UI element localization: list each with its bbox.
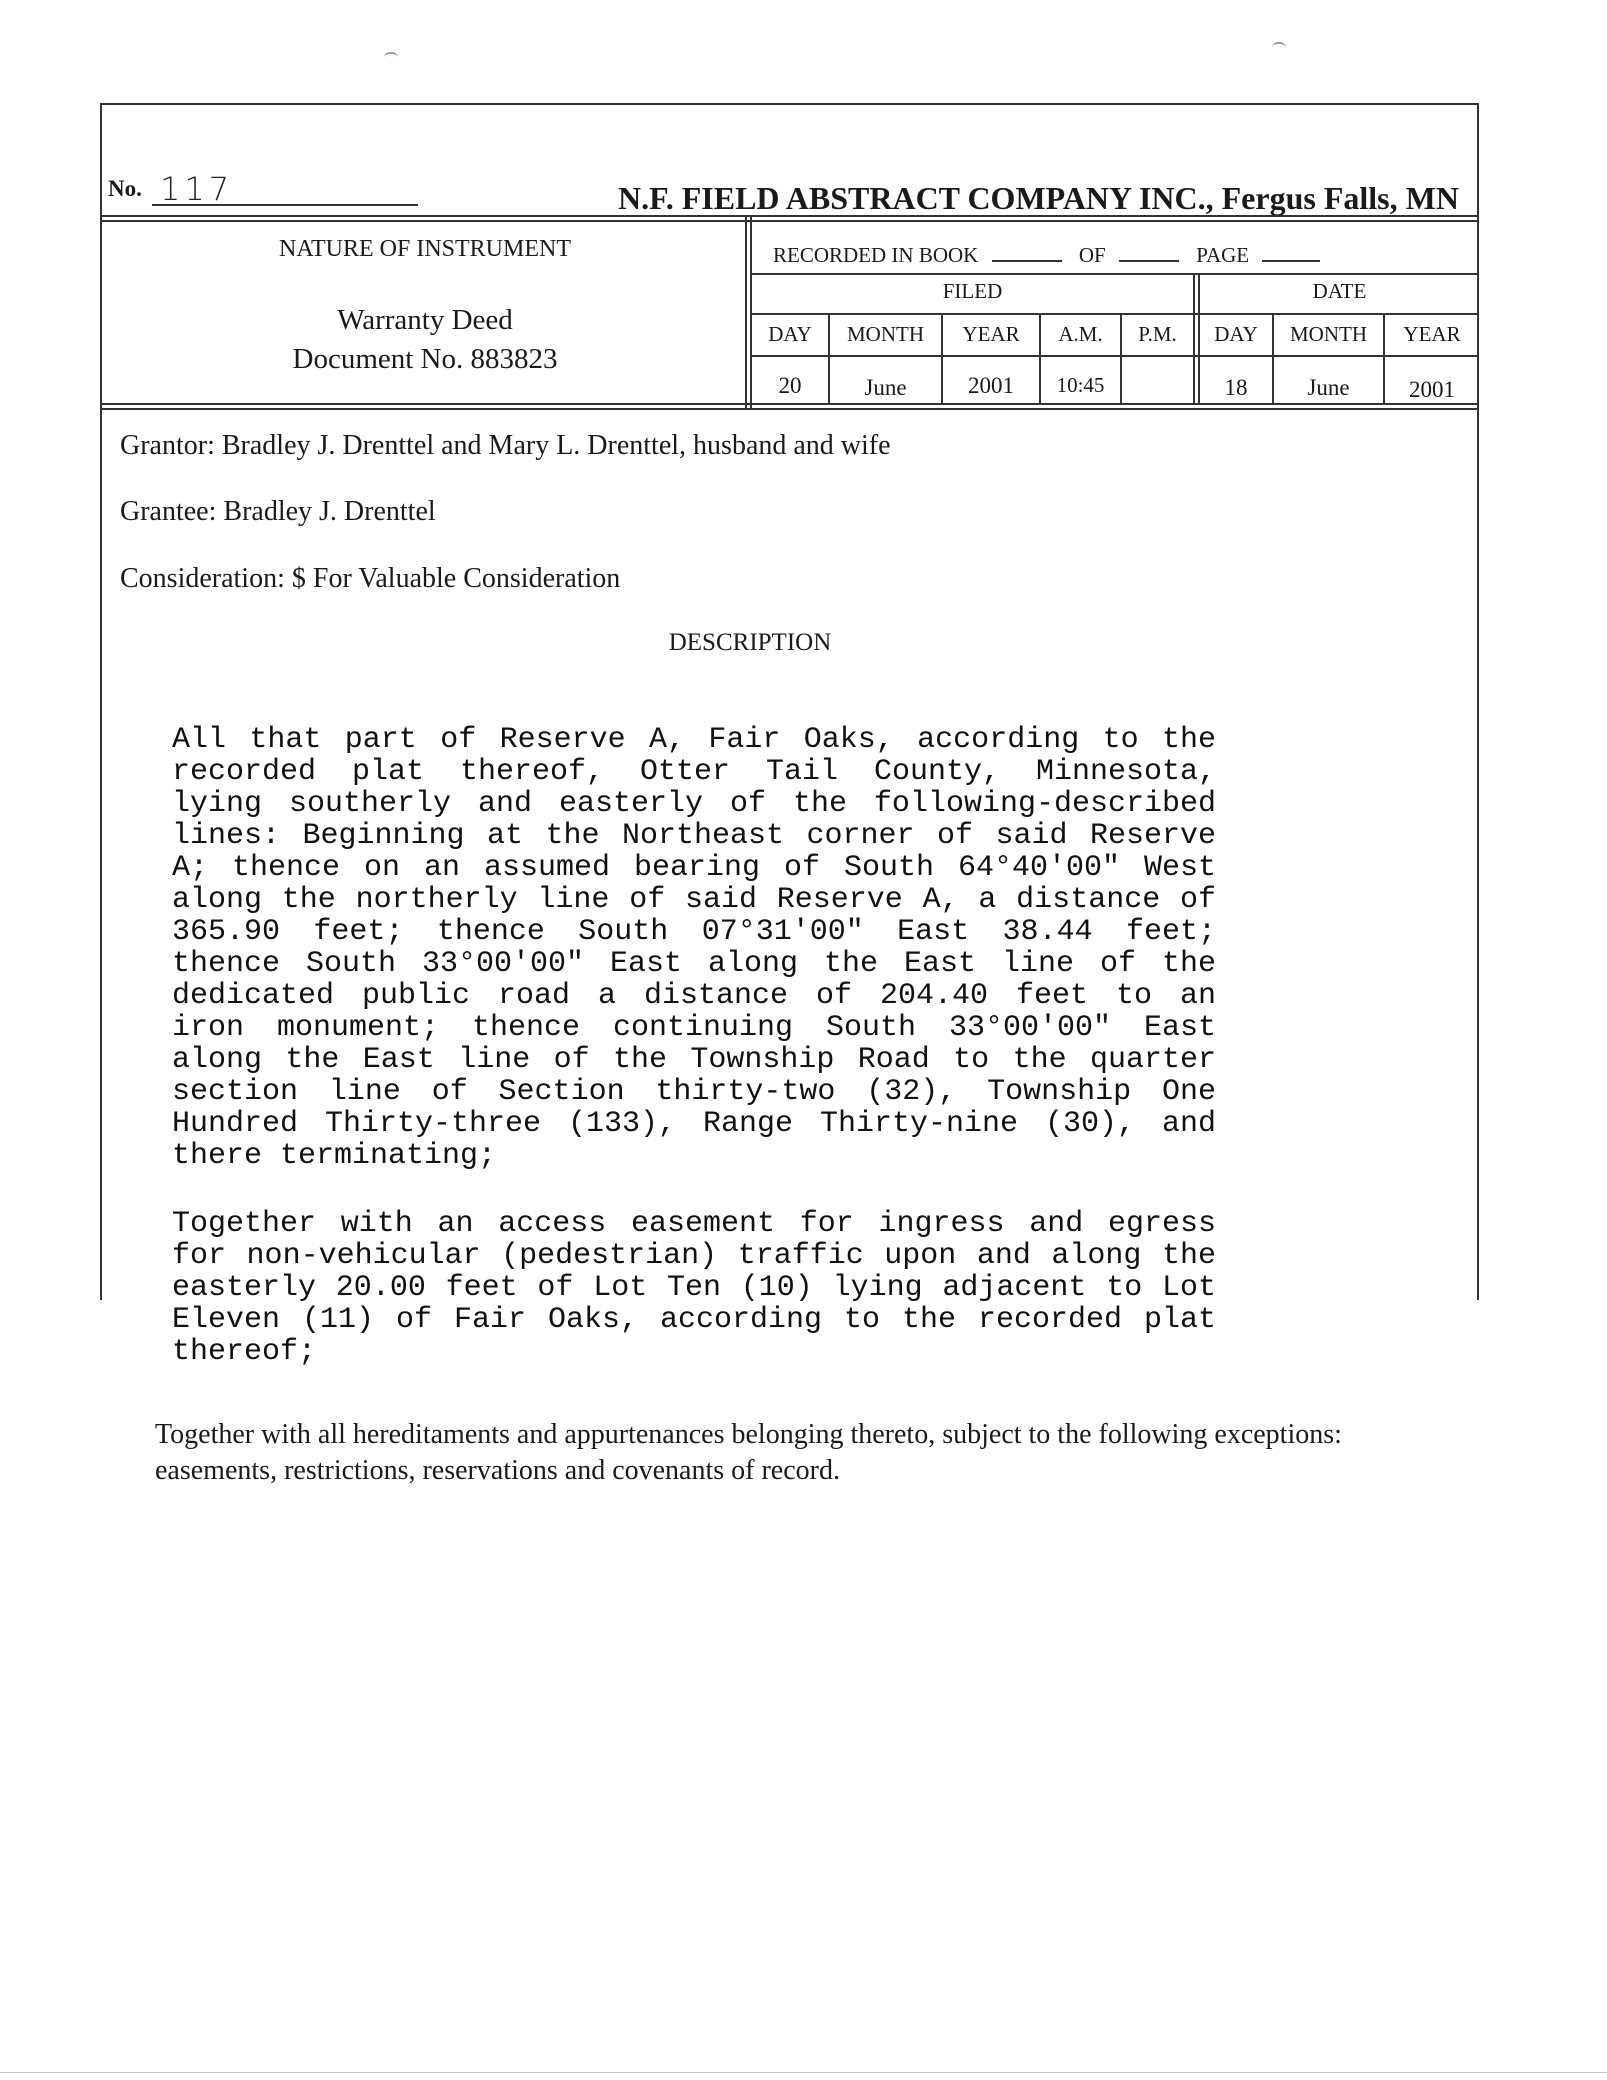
date-month-header: MONTH <box>1290 322 1367 346</box>
filed-pm-header: P.M. <box>1138 322 1177 346</box>
date-month-value: June <box>1307 375 1350 400</box>
date-year-header: YEAR <box>1403 322 1461 346</box>
scan-bottom-edge <box>0 2072 1607 2073</box>
of-blank <box>1119 242 1179 262</box>
number-value: 117 <box>160 170 234 208</box>
number-label: No. <box>108 176 142 201</box>
scan-speck <box>384 52 398 62</box>
page-label: PAGE <box>1196 243 1250 267</box>
grantee-line: Grantee: Bradley J. Drenttel <box>120 496 436 527</box>
consideration-line: Consideration: $ For Valuable Consideration <box>120 563 621 594</box>
grantor-line: Grantor: Bradley J. Drenttel and Mary L. Drenttel, husband and wife <box>120 430 891 461</box>
table-divider-left <box>745 215 752 408</box>
table-rule <box>752 313 1479 315</box>
table-rule <box>752 273 1479 275</box>
scan-speck <box>1272 42 1286 52</box>
filed-am-header: A.M. <box>1058 322 1103 346</box>
frame-top-border <box>100 103 1479 105</box>
document-number: Document No. 883823 <box>292 343 558 375</box>
filed-year-header: YEAR <box>962 322 1020 346</box>
nature-of-instrument-label: NATURE OF INSTRUMENT <box>278 236 571 262</box>
filed-month-value: June <box>864 375 907 400</box>
filed-am-value: 10:45 <box>1056 373 1105 397</box>
table-rule <box>752 355 1479 357</box>
filed-month-header: MONTH <box>847 322 924 346</box>
legal-description-paragraph: All that part of Reserve A, Fair Oaks, according to the recorded plat thereof, Otter Tail County, Minnesota, lying southerly and easterly of the following-described lines: Beginning at the Northeast corner of said Reserve A; thence on an assumed bearing of South 64°40'00" West along the northerly line of said Reserve A, a distance of 365.90 feet; thence South 07°31'00" East 38.44 feet; thence South 33°00'00" East along the East line of the dedicated public road a distance of 204.40 feet to an iron monument; thence continuing South 33°00'00" East along the East line of the Township Road to the quarter section line of Section thirty-two (32), Township One Hundred Thirty-three (133), Range Thirty-nine (30), and there terminating; <box>172 723 1216 1173</box>
header-top-rule <box>100 215 1479 222</box>
date-day-value: 18 <box>1224 375 1248 400</box>
easement-paragraph: Together with an access easement for ingress and egress for non-vehicular (pedestrian) traffic upon and along the easterly 20.00 feet of Lot Ten (10) lying adjacent to Lot Eleven (11) of Fair Oaks, according to the recorded plat thereof; <box>172 1207 1216 1369</box>
filed-date-divider <box>1193 273 1200 405</box>
frame-left-border <box>100 103 102 1300</box>
company-name: N.F. FIELD ABSTRACT COMPANY INC., Fergus Falls, MN <box>618 180 1459 216</box>
date-year-value: 2001 <box>1409 377 1455 402</box>
filed-year-value: 2001 <box>968 373 1014 398</box>
exceptions-paragraph: Together with all hereditaments and appurtenances belonging thereto, subject to the following exceptions: easements, restrictions, reservations and covenants of record. <box>155 1419 1342 1486</box>
recorded-in-book-label: RECORDED IN BOOK <box>773 243 979 267</box>
date-label: DATE <box>1312 279 1367 303</box>
book-blank <box>992 242 1062 262</box>
filed-label: FILED <box>942 279 1003 303</box>
page-blank <box>1262 242 1320 262</box>
of-label: OF <box>1078 243 1106 267</box>
recorded-in-book-row <box>773 242 1320 268</box>
filed-day-header: DAY <box>768 322 812 346</box>
filed-day-value: 20 <box>778 373 802 398</box>
description-heading: DESCRIPTION <box>668 629 832 656</box>
instrument-type: Warranty Deed <box>337 304 513 336</box>
number-underline <box>152 204 418 206</box>
date-day-header: DAY <box>1214 322 1258 346</box>
